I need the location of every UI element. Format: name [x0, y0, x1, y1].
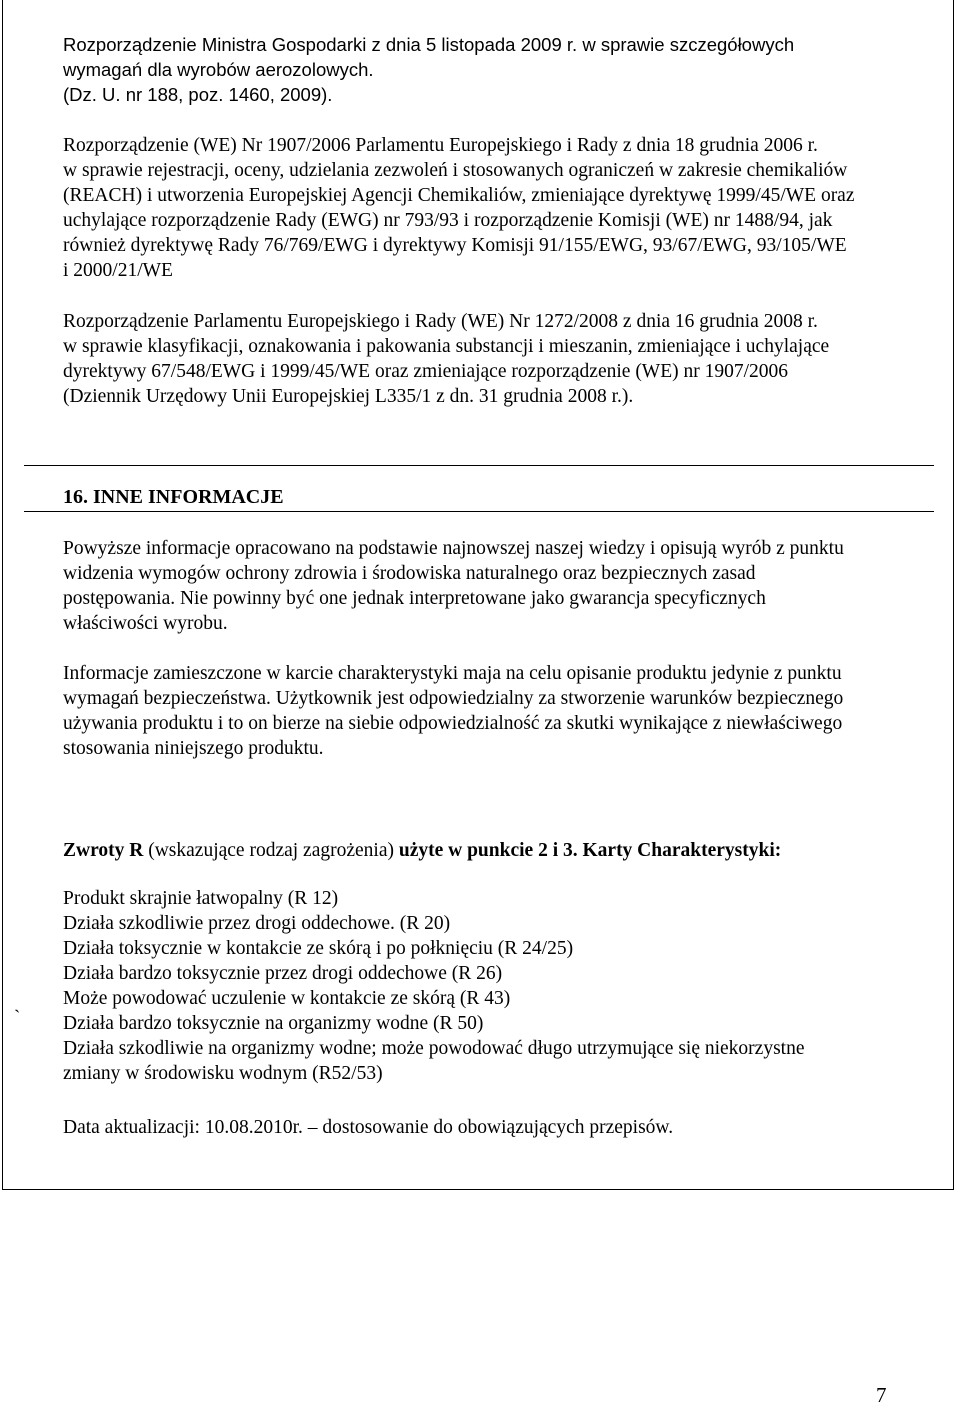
update-date-line: Data aktualizacji: 10.08.2010r. – dostosowanie do obowiązujących przepisów.: [63, 1117, 674, 1138]
regulation-line: uchylające rozporządzenie Rady (EWG) nr 793/93 i rozporządzenie Komisji (WE) nr 1488/94, jak: [63, 210, 833, 231]
r-phrases-title-bold-tail: użyte w punkcie 2 i 3. Karty Charakterystyki:: [398, 840, 782, 861]
section-rule-top: [24, 465, 934, 466]
r-phrase-item: Działa toksycznie w kontakcie ze skórą i po połknięciu (R 24/25): [63, 938, 574, 959]
stray-mark: `: [14, 1007, 21, 1028]
section-16-heading: 16. INNE INFORMACJE: [63, 486, 284, 508]
regulation-line: (Dziennik Urzędowy Unii Europejskiej L335/1 z dn. 31 grudnia 2008 r.).: [63, 386, 634, 407]
page-number: 7: [876, 1383, 887, 1407]
info-paragraph-1: [63, 536, 943, 636]
regulation-line: Rozporządzenie Ministra Gospodarki z dnia 5 listopada 2009 r. w sprawie szczegółowych: [63, 34, 795, 55]
regulation-line: i 2000/21/WE: [63, 260, 173, 281]
regulation-line: Rozporządzenie (WE) Nr 1907/2006 Parlamentu Europejskiego i Rady z dnia 18 grudnia 2006 r.: [63, 135, 818, 156]
r-phrase-item: Działa szkodliwie na organizmy wodne; może powodować długo utrzymujące się niekorzystne: [63, 1038, 805, 1059]
regulation-aerosols: [63, 32, 943, 107]
r-phrases-title: [63, 838, 943, 863]
paragraph-line: używania produktu i to on bierze na siebie odpowiedzialność za skutki wynikające z niewłaściwego: [63, 713, 843, 734]
r-phrases-title-bold: Zwroty R: [63, 840, 144, 861]
paragraph-line: stosowania niniejszego produktu.: [63, 738, 324, 759]
r-phrases-list: [63, 886, 943, 1086]
r-phrase-item: Produkt skrajnie łatwopalny (R 12): [63, 888, 339, 909]
regulation-clp: [63, 309, 943, 409]
regulation-line: w sprawie klasyfikacji, oznakowania i pakowania substancji i mieszanin, zmieniające i uchylające: [63, 336, 830, 357]
section-rule-bottom: [24, 511, 934, 512]
r-phrase-item: Może powodować uczulenie w kontakcie ze skórą (R 43): [63, 988, 511, 1009]
regulation-line: również dyrektywę Rady 76/769/EWG i dyrektywy Komisji 91/155/EWG, 93/67/EWG, 93/105/WE: [63, 235, 847, 256]
paragraph-line: Informacje zamieszczone w karcie charakterystyki maja na celu opisanie produktu jedynie z punktu: [63, 663, 842, 684]
r-phrases-title-line: [63, 838, 943, 863]
paragraph-line: postępowania. Nie powinny być one jednak interpretowane jako gwarancja specyficznych: [63, 588, 766, 609]
paragraph-line: wymagań bezpieczeństwa. Użytkownik jest odpowiedzialny za stworzenie warunków bezpiecznego: [63, 688, 844, 709]
update-date: [63, 1115, 943, 1140]
regulation-line: Rozporządzenie Parlamentu Europejskiego i Rady (WE) Nr 1272/2008 z dnia 16 grudnia 2008 r.: [63, 311, 818, 332]
regulation-line: (REACH) i utworzenia Europejskiej Agencji Chemikaliów, zmieniające dyrektywę 1999/45/WE oraz: [63, 185, 855, 206]
r-phrase-item: zmiany w środowisku wodnym (R52/53): [63, 1063, 383, 1084]
regulation-reach: [63, 133, 943, 283]
regulation-line: wymagań dla wyrobów aerozolowych.: [63, 59, 374, 80]
paragraph-line: właściwości wyrobu.: [63, 613, 228, 634]
regulation-line: (Dz. U. nr 188, poz. 1460, 2009).: [63, 84, 333, 105]
paragraph-line: widzenia wymogów ochrony zdrowia i środowiska naturalnego oraz bezpiecznych zasad: [63, 563, 756, 584]
r-phrases-title-normal: (wskazujące rodzaj zagrożenia): [143, 840, 399, 861]
paragraph-line: Powyższe informacje opracowano na podstawie najnowszej naszej wiedzy i opisują wyrób z punktu: [63, 538, 844, 559]
regulation-line: w sprawie rejestracji, oceny, udzielania zezwoleń i stosowanych ograniczeń w zakresie chemikaliów: [63, 160, 848, 181]
regulation-line: dyrektywy 67/548/EWG i 1999/45/WE oraz zmieniające rozporządzenie (WE) nr 1907/2006: [63, 361, 789, 382]
r-phrase-item: Działa szkodliwie przez drogi oddechowe. (R 20): [63, 913, 451, 934]
info-paragraph-2: [63, 661, 943, 761]
r-phrase-item: Działa bardzo toksycznie na organizmy wodne (R 50): [63, 1013, 484, 1034]
r-phrase-item: Działa bardzo toksycznie przez drogi oddechowe (R 26): [63, 963, 503, 984]
